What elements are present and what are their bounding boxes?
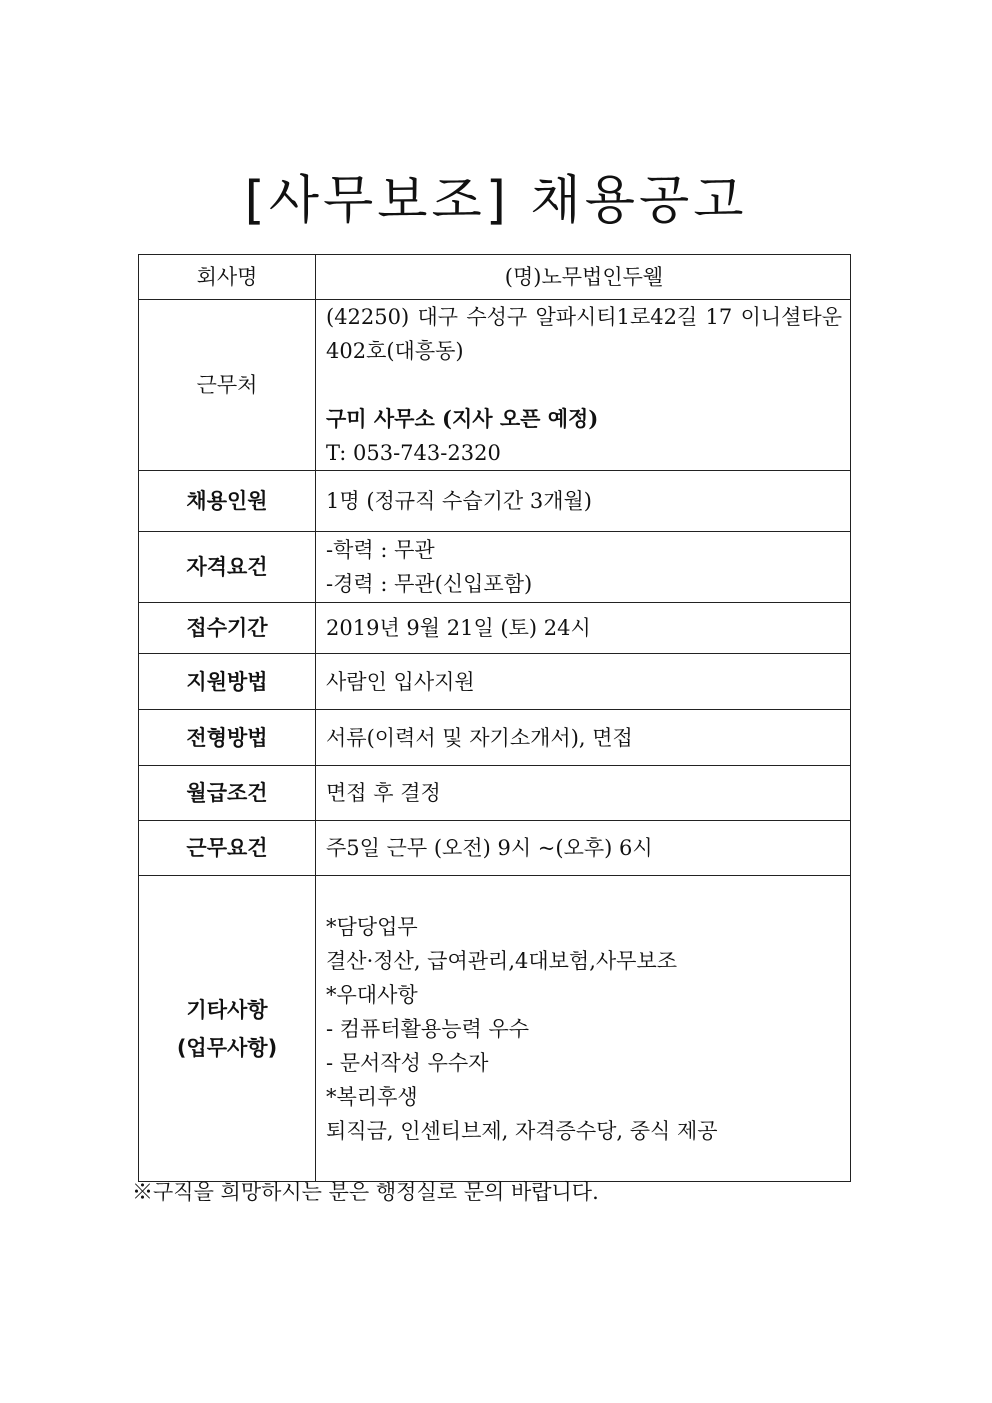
- label-workplace: 근무처: [139, 300, 316, 471]
- value-other: [316, 876, 851, 1182]
- value-application-method: 사람인 입사지원: [316, 654, 851, 710]
- qualification-education: -학력 : 무관: [326, 538, 435, 562]
- page-title: [사무보조] 채용공고: [244, 171, 748, 231]
- value-company: (명)노무법인두웰: [316, 255, 851, 300]
- value-selection-process: 서류(이력서 및 자기소개서), 면접: [316, 710, 851, 766]
- workplace-phone: T: 053-743-2320: [326, 441, 501, 465]
- label-work-conditions: 근무요건: [139, 821, 316, 876]
- other-line: - 문서작성 우수자: [326, 1050, 489, 1075]
- workplace-address: (42250) 대구 수성구 알파시티1로42길 17 이니셜타운 402호(대흥동): [326, 305, 842, 363]
- table-row-salary: [139, 766, 851, 821]
- table-row-selection-process: [139, 710, 851, 766]
- other-line: *복리후생: [326, 1084, 418, 1109]
- value-headcount: 1명 (정규직 수습기간 3개월): [316, 471, 851, 532]
- label-application-period: 접수기간: [139, 603, 316, 654]
- table-row-other: [139, 876, 851, 1182]
- footer-note: ※구직을 희망하시는 분은 행정실로 문의 바랍니다.: [132, 1180, 599, 1204]
- table-row-company: [139, 255, 851, 300]
- value-qualifications: [316, 532, 851, 603]
- label-other-line2: (업무사항): [176, 1035, 278, 1060]
- label-application-method: 지원방법: [139, 654, 316, 710]
- label-qualifications: 자격요건: [139, 532, 316, 603]
- job-posting-table: [138, 254, 851, 1182]
- label-other: [139, 876, 316, 1182]
- label-headcount: 채용인원: [139, 471, 316, 532]
- other-line: - 컴퓨터활용능력 우수: [326, 1016, 530, 1041]
- other-line: *우대사항: [326, 982, 418, 1007]
- table-row-work-conditions: [139, 821, 851, 876]
- table-row-application-period: [139, 603, 851, 654]
- table-row-headcount: [139, 471, 851, 532]
- other-line: *담당업무: [326, 914, 418, 939]
- workplace-branch: 구미 사무소 (지사 오픈 예정): [326, 406, 599, 431]
- other-line: 퇴직금, 인센티브제, 자격증수당, 중식 제공: [326, 1118, 718, 1143]
- label-other-line1: 기타사항: [186, 997, 268, 1022]
- table-row-workplace: [139, 300, 851, 471]
- value-application-period: 2019년 9월 21일 (토) 24시: [316, 603, 851, 654]
- qualification-experience: -경력 : 무관(신입포함): [326, 572, 533, 596]
- table-row-application-method: [139, 654, 851, 710]
- label-company: 회사명: [139, 255, 316, 300]
- other-line: 결산·정산, 급여관리,4대보험,사무보조: [326, 948, 678, 973]
- spacer: [326, 368, 842, 402]
- label-selection-process: 전형방법: [139, 710, 316, 766]
- table-row-qualifications: [139, 532, 851, 603]
- value-workplace: [316, 300, 851, 471]
- label-salary: 월급조건: [139, 766, 316, 821]
- value-work-conditions: 주5일 근무 (오전) 9시 ~(오후) 6시: [316, 821, 851, 876]
- value-salary: 면접 후 결정: [316, 766, 851, 821]
